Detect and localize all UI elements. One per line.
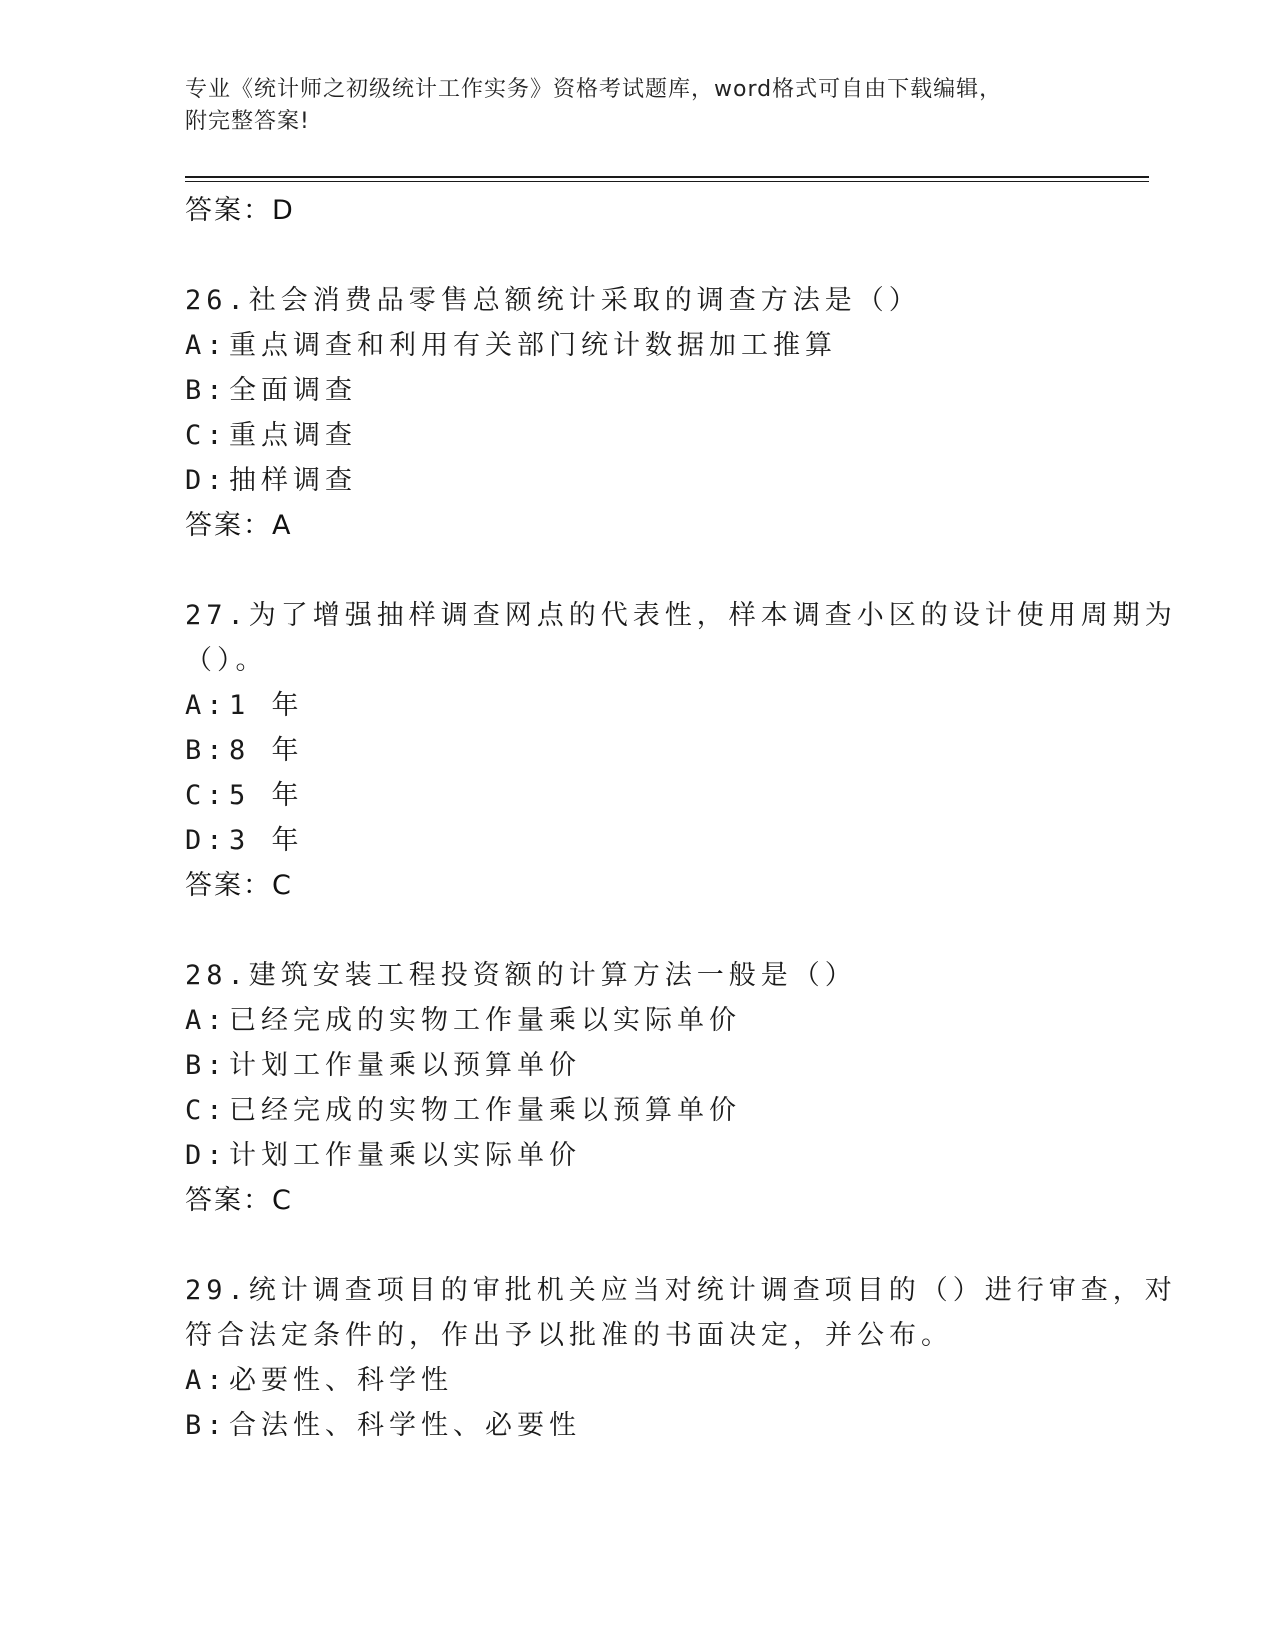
option-d bbox=[185, 458, 1085, 503]
option-b bbox=[185, 368, 1085, 413]
option-text: 全面调查 bbox=[229, 375, 357, 406]
answer-line: 答案：C bbox=[185, 1185, 293, 1216]
document-header bbox=[185, 74, 1065, 138]
header-line-1: 专业《统计师之初级统计工作实务》资格考试题库，word格式可自由下载编辑， bbox=[185, 77, 1003, 102]
option-d bbox=[185, 1133, 1085, 1178]
option-b bbox=[185, 1403, 1085, 1448]
question-stem-line: 符合法定条件的，作出予以批准的书面决定，并公布。 bbox=[185, 1320, 953, 1351]
header-divider-thick bbox=[185, 176, 1149, 178]
option-text: 重点调查 bbox=[229, 420, 357, 451]
option-label: A: bbox=[185, 330, 228, 361]
option-text: 已经完成的实物工作量乘以实际单价 bbox=[229, 1005, 741, 1036]
answer-line: 答案：D bbox=[185, 195, 295, 226]
option-d bbox=[185, 818, 1085, 863]
option-text: 计划工作量乘以预算单价 bbox=[229, 1050, 581, 1081]
option-a bbox=[185, 998, 1085, 1043]
question-stem-line: 28.建筑安装工程投资额的计算方法一般是（） bbox=[185, 960, 857, 991]
option-text: 必要性、科学性 bbox=[229, 1365, 453, 1396]
option-label: A: bbox=[185, 1005, 228, 1036]
option-b bbox=[185, 728, 1085, 773]
option-label: D: bbox=[185, 825, 228, 856]
option-a bbox=[185, 323, 1085, 368]
answer-line: 答案：A bbox=[185, 510, 293, 541]
header-divider-thin bbox=[185, 181, 1149, 182]
question-stem-line: 27.为了增强抽样调查网点的代表性，样本调查小区的设计使用周期为 bbox=[185, 600, 1177, 631]
option-text: 已经完成的实物工作量乘以预算单价 bbox=[229, 1095, 741, 1126]
option-c bbox=[185, 1088, 1085, 1133]
question-block bbox=[185, 593, 1177, 908]
option-text: 3 年 bbox=[229, 825, 304, 856]
option-label: C: bbox=[185, 1095, 228, 1126]
question-block bbox=[185, 278, 1085, 548]
option-text: 合法性、科学性、必要性 bbox=[229, 1410, 581, 1441]
question-stem bbox=[185, 278, 1085, 323]
option-text: 5 年 bbox=[229, 780, 304, 811]
question-stem-line: 26.社会消费品零售总额统计采取的调查方法是（） bbox=[185, 285, 921, 316]
question-stem-line: 29.统计调查项目的审批机关应当对统计调查项目的（）进行审查，对 bbox=[185, 1275, 1177, 1306]
question-list bbox=[185, 188, 1177, 1448]
question-stem bbox=[185, 1268, 1177, 1358]
question-block bbox=[185, 953, 1085, 1223]
header-line-2: 附完整答案! bbox=[185, 109, 310, 134]
option-text: 8 年 bbox=[229, 735, 304, 766]
option-label: D: bbox=[185, 465, 228, 496]
option-text: 1 年 bbox=[229, 690, 304, 721]
option-label: B: bbox=[185, 375, 228, 406]
option-c bbox=[185, 773, 1085, 818]
option-b bbox=[185, 1043, 1085, 1088]
option-label: B: bbox=[185, 1050, 228, 1081]
option-label: C: bbox=[185, 780, 228, 811]
option-label: B: bbox=[185, 735, 228, 766]
option-label: B: bbox=[185, 1410, 228, 1441]
option-label: C: bbox=[185, 420, 228, 451]
question-stem bbox=[185, 953, 1085, 998]
question-stem-line: （）。 bbox=[185, 645, 268, 676]
option-label: D: bbox=[185, 1140, 228, 1171]
option-c bbox=[185, 413, 1085, 458]
option-text: 重点调查和利用有关部门统计数据加工推算 bbox=[229, 330, 837, 361]
question-block bbox=[185, 1268, 1177, 1448]
option-text: 抽样调查 bbox=[229, 465, 357, 496]
answer-line: 答案：C bbox=[185, 870, 293, 901]
option-a bbox=[185, 683, 1085, 728]
option-a bbox=[185, 1358, 1085, 1403]
option-label: A: bbox=[185, 690, 228, 721]
question-stem bbox=[185, 593, 1177, 683]
option-text: 计划工作量乘以实际单价 bbox=[229, 1140, 581, 1171]
option-label: A: bbox=[185, 1365, 228, 1396]
